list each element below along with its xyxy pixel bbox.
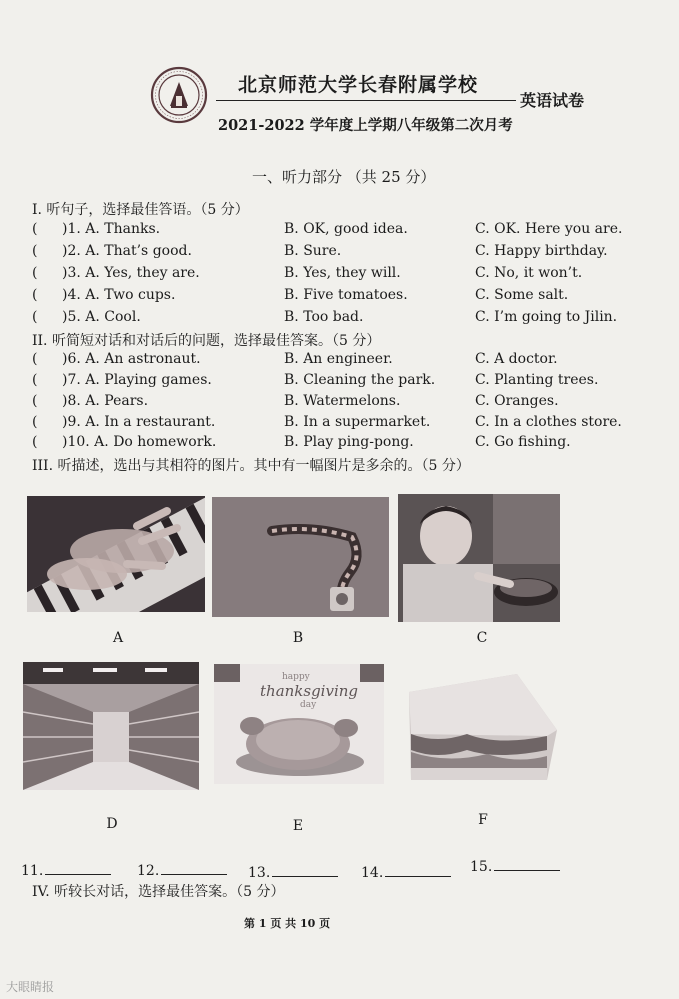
- option-a: )1. A. Thanks.: [62, 221, 161, 237]
- option-b: B. Too bad.: [284, 309, 364, 325]
- part4-heading: IV. 听较长对话，选择最佳答案。（5 分）: [32, 884, 285, 900]
- picture-label-c: C: [476, 630, 488, 646]
- option-c: C. Some salt.: [475, 287, 569, 303]
- picture-label-e: E: [292, 818, 304, 834]
- option-a: )3. A. Yes, they are.: [62, 265, 200, 281]
- subject-title: 英语试卷: [520, 91, 585, 110]
- answer-blank[interactable]: [248, 862, 338, 881]
- option-c: C. Happy birthday.: [475, 243, 608, 259]
- part3-heading: III. 听描述，选出与其相符的图片。其中有一幅图片是多余的。（5 分）: [32, 458, 470, 474]
- thanksgiving-day-text: day: [300, 700, 317, 710]
- option-c: C. Oranges.: [475, 393, 559, 409]
- blank-line: [385, 862, 451, 877]
- blank-number: 11.: [21, 863, 44, 879]
- option-a: )6. A. An astronaut.: [62, 351, 201, 367]
- option-b: B. An engineer.: [284, 351, 393, 367]
- question-row: [32, 372, 672, 392]
- part2-heading: II. 听简短对话和对话后的问题，选择最佳答案。（5 分）: [32, 333, 381, 349]
- answer-blank[interactable]: [361, 862, 451, 881]
- blank-number: 13.: [248, 865, 271, 881]
- picture-supermarket: [23, 662, 199, 790]
- answer-paren[interactable]: (: [32, 243, 38, 259]
- option-c: C. A doctor.: [475, 351, 558, 367]
- question-row: [32, 414, 672, 434]
- option-b: B. Five tomatoes.: [284, 287, 408, 303]
- picture-label-d: D: [106, 816, 118, 832]
- answer-paren[interactable]: (: [32, 287, 38, 303]
- answer-paren[interactable]: (: [32, 265, 38, 281]
- option-b: B. Yes, they will.: [284, 265, 401, 281]
- answer-paren[interactable]: (: [32, 372, 38, 388]
- blank-line: [272, 862, 338, 877]
- question-row: [32, 221, 672, 241]
- option-a: )7. A. Playing games.: [62, 372, 212, 388]
- question-row: [32, 393, 672, 413]
- answer-paren[interactable]: (: [32, 351, 38, 367]
- answer-blank[interactable]: [137, 860, 227, 879]
- option-b: B. Sure.: [284, 243, 342, 259]
- blank-line: [45, 860, 111, 875]
- school-name: 北京师范大学长春附属学校: [238, 74, 479, 96]
- option-a: )8. A. Pears.: [62, 393, 149, 409]
- option-a: )2. A. That’s good.: [62, 243, 192, 259]
- header-rule: [216, 100, 516, 101]
- term-title: 2021-2022 学年度上学期八年级第二次月考: [218, 117, 513, 134]
- answer-paren[interactable]: (: [32, 434, 38, 450]
- question-row: [32, 309, 672, 329]
- blank-number: 14.: [361, 865, 384, 881]
- option-c: C. In a clothes store.: [475, 414, 622, 430]
- option-c: C. No, it won’t.: [475, 265, 583, 281]
- answer-paren[interactable]: (: [32, 221, 38, 237]
- option-b: B. Play ping-pong.: [284, 434, 414, 450]
- thanksgiving-happy-text: happy: [282, 672, 310, 682]
- option-a: )10. A. Do homework.: [62, 434, 217, 450]
- option-a: )4. A. Two cups.: [62, 287, 176, 303]
- question-row: [32, 243, 672, 263]
- blank-line: [494, 856, 560, 871]
- option-c: C. Go fishing.: [475, 434, 571, 450]
- watermark: 大眼睛报: [6, 980, 55, 994]
- option-a: )5. A. Cool.: [62, 309, 141, 325]
- option-c: C. OK. Here you are.: [475, 221, 623, 237]
- question-row: [32, 265, 672, 285]
- picture-piano-hands: [27, 496, 205, 612]
- blank-line: [161, 860, 227, 875]
- picture-label-a: A: [112, 630, 124, 646]
- page-footer: 第 1 页 共 10 页: [244, 917, 331, 930]
- thanksgiving-title-text: thanksgiving: [260, 682, 359, 700]
- question-row: [32, 351, 672, 371]
- option-b: B. Watermelons.: [284, 393, 401, 409]
- answer-blank[interactable]: [21, 860, 111, 879]
- option-b: B. Cleaning the park.: [284, 372, 436, 388]
- picture-sandwich: [397, 672, 562, 788]
- section-title: 一、听力部分 （共 25 分）: [252, 168, 436, 186]
- answer-paren[interactable]: (: [32, 309, 38, 325]
- picture-label-b: B: [292, 630, 304, 646]
- part1-heading: I. 听句子，选择最佳答语。（5 分）: [32, 202, 249, 218]
- picture-child-cooking: [398, 494, 560, 622]
- option-c: C. I’m going to Jilin.: [475, 309, 618, 325]
- option-b: B. In a supermarket.: [284, 414, 431, 430]
- option-b: B. OK, good idea.: [284, 221, 408, 237]
- question-row: [32, 434, 672, 454]
- picture-label-f: F: [478, 812, 488, 828]
- picture-b: [212, 497, 389, 617]
- answer-blank[interactable]: [470, 856, 560, 875]
- school-seal-logo: [150, 66, 208, 124]
- blank-number: 12.: [137, 863, 160, 879]
- blank-number: 15.: [470, 859, 493, 875]
- option-a: )9. A. In a restaurant.: [62, 414, 216, 430]
- answer-paren[interactable]: (: [32, 414, 38, 430]
- option-c: C. Planting trees.: [475, 372, 599, 388]
- question-row: [32, 287, 672, 307]
- picture-thanksgiving-turkey: [214, 664, 384, 784]
- answer-paren[interactable]: (: [32, 393, 38, 409]
